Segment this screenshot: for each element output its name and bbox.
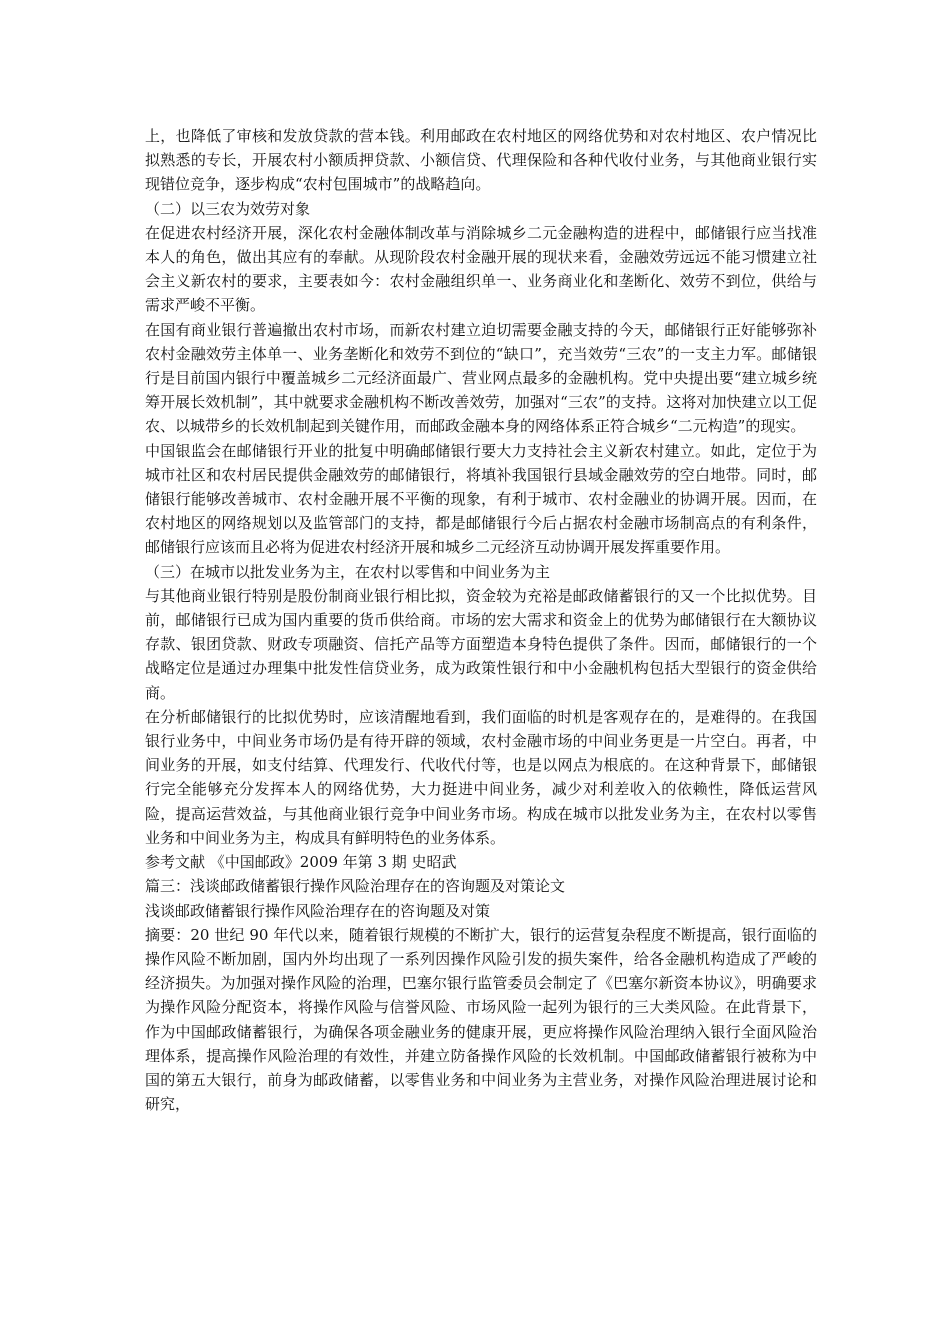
paragraph: 中国银监会在邮储银行开业的批复中明确邮储银行要大力支持社会主义新农村建立。如此，定位于为城市社区和农村居民提供金融效劳的邮储银行，将填补我国银行县域金融效劳的空白地带。同时，邮储银行能够改善城市、农村金融开展不平衡的现象，有利于城市、农村金融业的协调开展。因而，在农村地区的网络规划以及监管部门的支持，都是邮储银行今后占据农村金融市场制高点的有利条件，邮储银行应该而且必将为促进农村经济开展和城乡二元经济互动协调开展发挥重要作用。 (145, 441, 817, 557)
article-heading: 篇三：浅谈邮政储蓄银行操作风险治理存在的咨询题及对策论文 (145, 877, 566, 896)
section-heading-3: （三）在城市以批发业务为主，在农村以零售和中间业务为主 (145, 562, 551, 581)
section-heading-2: （二）以三农为效劳对象 (145, 199, 311, 218)
article-title: 浅谈邮政储蓄银行操作风险治理存在的咨询题及对策 (145, 901, 491, 920)
references-line: 参考文献 《中国邮政》2009 年第 3 期 史昭武 (145, 853, 457, 872)
paragraph: 在分析邮储银行的比拟优势时，应该清醒地看到，我们面临的时机是客观存在的，是难得的。在我国银行业务中，中间业务市场仍是有待开辟的领域，农村金融市场的中间业务更是一片空白。再者，中间业务的开展，如支付结算、代理发行、代收代付等，也是以网点为根底的。在这种背景下，邮储银行完全能够充分发挥本人的网络优势，大力挺进中间业务，减少对利差收入的依赖性，降低运营风险，提高运营效益，与其他商业银行竞争中间业务市场。构成在城市以批发业务为主，在农村以零售业务和中间业务为主，构成具有鲜明特色的业务体系。 (145, 707, 817, 847)
document-body (145, 124, 817, 1116)
paragraph: 在国有商业银行普遍撤出农村市场，而新农村建立迫切需要金融支持的今天，邮储银行正好能够弥补农村金融效劳主体单一、业务垄断化和效劳不到位的“缺口”，充当效劳“三农”的一支主力军。邮储银行是目前国内银行中覆盖城乡二元经济面最广、营业网点最多的金融机构。党中央提出要“建立城乡统筹开展长效机制”，其中就要求金融机构不断改善效劳，加强对“三农”的支持。这将对加快建立以工促农、以城带乡的长效机制起到关键作用，而邮政金融本身的网络体系正符合城乡“二元构造”的现实。 (145, 320, 817, 436)
paragraph-intro-continuation: 上，也降低了审核和发放贷款的营本钱。利用邮政在农村地区的网络优势和对农村地区、农户情况比拟熟悉的专长，开展农村小额质押贷款、小额信贷、代理保险和各种代收付业务，与其他商业银行实现错位竞争，逐步构成“农村包围城市”的战略趋向。 (145, 127, 817, 194)
abstract-paragraph: 摘要：20 世纪 90 年代以来，随着银行规模的不断扩大，银行的运营复杂程度不断提高，银行面临的操作风险不断加剧，国内外均出现了一系列因操作风险引发的损失案件，给各金融机构造成了严峻的经济损失。为加强对操作风险的治理，巴塞尔银行监管委员会制定了《巴塞尔新资本协议》，明确要求为操作风险分配资本，将操作风险与信誉风险、市场风险一起列为银行的三大类风险。在此背景下，作为中国邮政储蓄银行，为确保各项金融业务的健康开展，更应将操作风险治理纳入银行全面风险治理体系，提高操作风险治理的有效性，并建立防备操作风险的长效机制。中国邮政储蓄银行被称为中国的第五大银行，前身为邮政储蓄，以零售业务和中间业务为主营业务，对操作风险治理进展讨论和研究， (145, 925, 817, 1114)
paragraph: 在促进农村经济开展，深化农村金融体制改革与消除城乡二元金融构造的进程中，邮储银行应当找准本人的角色，做出其应有的奉献。从现阶段农村金融开展的现状来看，金融效劳远远不能习惯建立社会主义新农村的要求，主要表如今：农村金融组织单一、业务商业化和垄断化、效劳不到位，供给与需求严峻不平衡。 (145, 223, 817, 315)
paragraph: 与其他商业银行特别是股份制商业银行相比拟，资金较为充裕是邮政储蓄银行的又一个比拟优势。目前，邮储银行已成为国内重要的货币供给商。市场的宏大需求和资金上的优势为邮储银行在大额协议存款、银团贷款、财政专项融资、信托产品等方面塑造本身特色提供了条件。因而，邮储银行的一个战略定位是通过办理集中批发性信贷业务，成为政策性银行和中小金融机构包括大型银行的资金供给商。 (145, 586, 817, 702)
